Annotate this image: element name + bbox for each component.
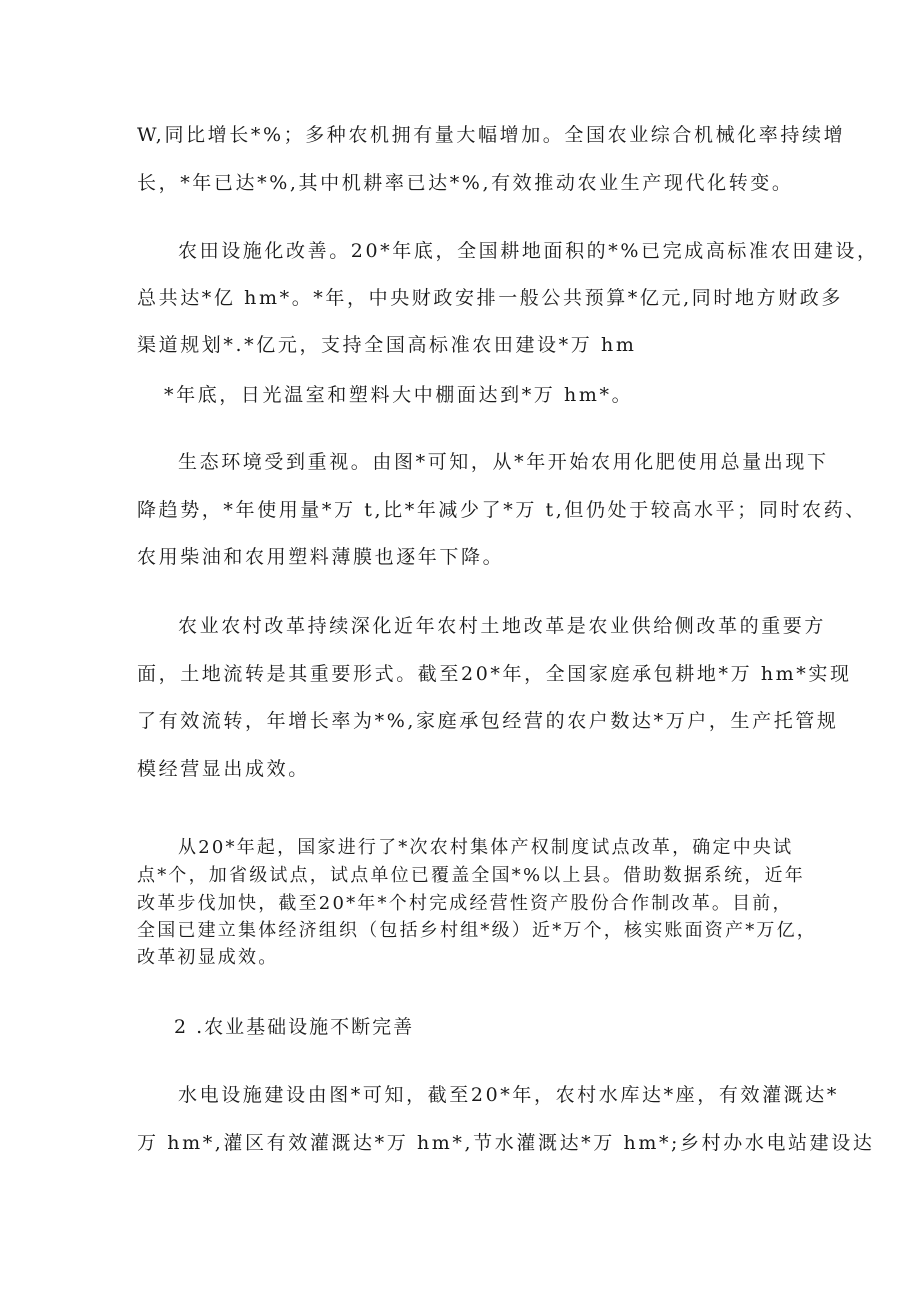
- paragraph-5-line-4: 全国已建立集体经济组织（包括乡村组*级）近*万个，核实账面资产*万亿，: [137, 920, 817, 941]
- paragraph-2-line-1: 农田设施化改善。20*年底，全国耕地面积的*%已完成高标准农田建设，: [178, 240, 879, 262]
- paragraph-6-line-2: 万 hm*,灌区有效灌溉达*万 hm*,节水灌溉达*万 hm*;乡村办水电站建设达: [137, 1132, 875, 1154]
- paragraph-6-line-1: 水电设施建设由图*可知，截至20*年，农村水库达*座，有效灌溉达*: [178, 1084, 839, 1106]
- paragraph-4-line-4: 模经营显出成效。: [137, 758, 310, 780]
- paragraph-5-line-2: 点*个，加省级试点，试点单位已覆盖全国*%以上县。借助数据系统，近年: [137, 865, 805, 886]
- section-heading: 2 .农业基础设施不断完善: [174, 1016, 415, 1038]
- paragraph-5-line-1: 从20*年起，国家进行了*次农村集体产权制度试点改革，确定中央试: [178, 837, 794, 858]
- paragraph-3-line-1: 生态环境受到重视。由图*可知，从*年开始农用化肥使用总量出现下: [178, 451, 829, 473]
- paragraph-5-line-3: 改革步伐加快，截至20*年*个村完成经营性资产股份合作制改革。目前，: [137, 893, 793, 914]
- paragraph-2-line-3: 渠道规划*.*亿元，支持全国高标准农田建设*万 hm: [137, 334, 637, 356]
- paragraph-4-line-3: 了有效流转，年增长率为*%,家庭承包经营的农户数达*万户，生产托管规: [137, 710, 839, 732]
- paragraph-4-line-2: 面，土地流转是其重要形式。截至20*年，全国家庭承包耕地*万 hm*实现: [137, 663, 852, 685]
- paragraph-4-line-1: 农业农村改革持续深化近年农村土地改革是农业供给侧改革的重要方: [178, 615, 827, 637]
- paragraph-1-line-1: W,同比增长*%；多种农机拥有量大幅增加。全国农业综合机械化率持续增: [137, 124, 846, 146]
- paragraph-3-line-2: 降趋势，*年使用量*万 t,比*年减少了*万 t,但仍处于较高水平；同时农药、: [137, 499, 867, 521]
- paragraph-2-line-2: 总共达*亿 hm*。*年，中央财政安排一般公共预算*亿元,同时地方财政多: [137, 287, 843, 309]
- paragraph-3-line-3: 农用柴油和农用塑料薄膜也逐年下降。: [137, 546, 505, 568]
- paragraph-1-line-2: 长，*年已达*%,其中机耕率已达*%,有效推动农业生产现代化转变。: [137, 172, 794, 194]
- paragraph-5-line-5: 改革初显成效。: [137, 947, 279, 968]
- paragraph-2-line-4: *年底，日光温室和塑料大中棚面达到*万 hm*。: [164, 384, 634, 406]
